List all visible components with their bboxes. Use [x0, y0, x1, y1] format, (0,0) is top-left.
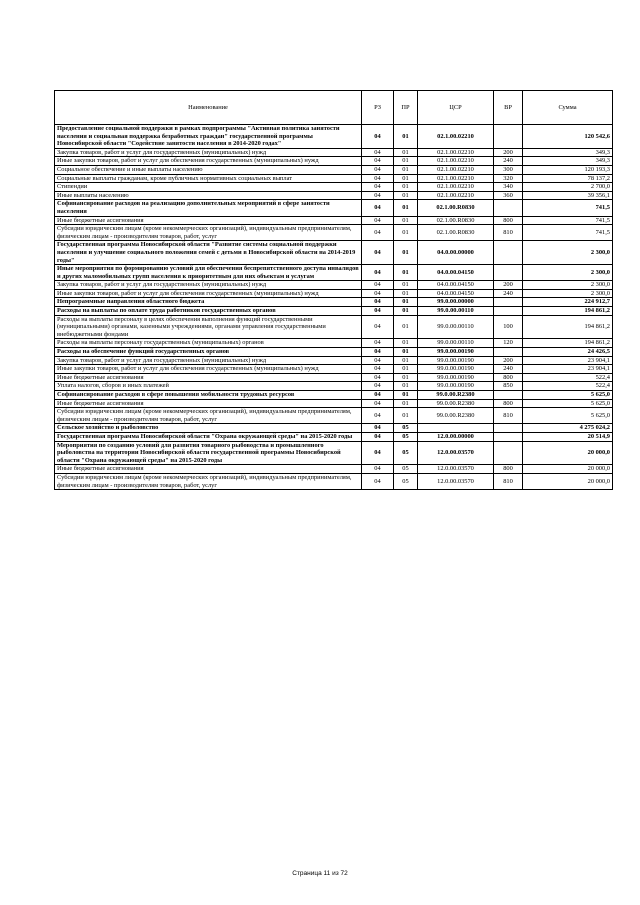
cell-sum: 2 300,0 [523, 265, 613, 281]
cell-vr: 200 [494, 148, 523, 157]
cell-csr: 99.0.00.00190 [418, 382, 494, 391]
table-row [55, 408, 613, 424]
cell-csr: 12.0.00.03570 [418, 465, 494, 474]
cell-sum: 194 861,2 [523, 339, 613, 348]
cell-csr: 04.0.00.04150 [418, 281, 494, 290]
cell-csr: 99.0.00.R2380 [418, 408, 494, 424]
cell-vr: 810 [494, 473, 523, 489]
cell-vr: 800 [494, 465, 523, 474]
table-row [55, 298, 613, 307]
cell-vr: 240 [494, 365, 523, 374]
cell-pr: 01 [394, 183, 418, 192]
cell-name: Расходы на выплаты по оплате труда работников государственных органов [55, 307, 362, 316]
cell-name: Предоставление социальной поддержки в рамках подпрограммы "Активная политика занятости населения и социальная поддержка безработных граждан" государственной программы Новосибирской области "Содействие занятости населения в 2014-2020 годах" [55, 125, 362, 149]
cell-name: Уплата налогов, сборов и иных платежей [55, 382, 362, 391]
cell-name: Мероприятия по созданию условий для развития товарного рыбоводства и промышленного рыболовства на территории Новосибирской области государственной программы Новосибирской области "Охрана окружающей среды" на 2015-2020 годы [55, 441, 362, 465]
cell-name: Субсидии юридическим лицам (кроме некоммерческих организаций), индивидуальным предпринимателям, физическим лицам - производителям товаров, работ, услуг [55, 473, 362, 489]
cell-name: Иные закупки товаров, работ и услуг для обеспечения государственных (муниципальных) нужд [55, 365, 362, 374]
cell-pr: 01 [394, 298, 418, 307]
cell-csr: 99.0.00.00190 [418, 356, 494, 365]
table-row [55, 356, 613, 365]
cell-sum: 39 356,1 [523, 191, 613, 200]
cell-name: Непрограммные направления областного бюджета [55, 298, 362, 307]
cell-csr: 99.0.00.00190 [418, 365, 494, 374]
cell-csr: 02.1.00.R0830 [418, 216, 494, 225]
cell-pr: 05 [394, 432, 418, 441]
table-row [55, 148, 613, 157]
cell-sum: 2 300,0 [523, 281, 613, 290]
cell-rz: 04 [362, 339, 394, 348]
table-row [55, 241, 613, 265]
cell-sum: 23 904,1 [523, 356, 613, 365]
cell-rz: 04 [362, 307, 394, 316]
cell-rz: 04 [362, 356, 394, 365]
cell-rz: 04 [362, 200, 394, 216]
cell-vr: 850 [494, 382, 523, 391]
budget-table [54, 90, 613, 490]
cell-pr: 01 [394, 148, 418, 157]
cell-vr [494, 424, 523, 433]
cell-pr: 05 [394, 441, 418, 465]
table-row [55, 432, 613, 441]
table-row [55, 441, 613, 465]
cell-name: Иные выплаты населению [55, 191, 362, 200]
cell-pr: 01 [394, 281, 418, 290]
cell-name: Государственная программа Новосибирской области "Развитие системы социальной поддержки населения и улучшение социального положения семей с детьми в Новосибирской области на 2014-2019 годы" [55, 241, 362, 265]
cell-sum: 224 912,7 [523, 298, 613, 307]
cell-sum: 522,4 [523, 373, 613, 382]
cell-rz: 04 [362, 373, 394, 382]
cell-csr: 02.1.00.02210 [418, 191, 494, 200]
cell-pr: 01 [394, 216, 418, 225]
cell-rz: 04 [362, 241, 394, 265]
table-row [55, 382, 613, 391]
cell-name: Социальные выплаты гражданам, кроме публичных нормативных социальных выплат [55, 174, 362, 183]
table-row [55, 225, 613, 241]
cell-sum: 4 275 024,2 [523, 424, 613, 433]
cell-rz: 04 [362, 183, 394, 192]
cell-vr: 300 [494, 165, 523, 174]
header-rz: РЗ [362, 91, 394, 125]
table-row [55, 183, 613, 192]
cell-csr: 02.1.00.02210 [418, 157, 494, 166]
cell-pr: 01 [394, 315, 418, 339]
cell-vr: 810 [494, 225, 523, 241]
cell-rz: 04 [362, 365, 394, 374]
cell-pr: 01 [394, 356, 418, 365]
table-row [55, 315, 613, 339]
cell-rz: 04 [362, 408, 394, 424]
cell-name: Государственная программа Новосибирской области "Охрана окружающей среды" на 2015-2020 годы [55, 432, 362, 441]
cell-vr [494, 391, 523, 400]
cell-name: Софинансирование расходов на реализацию дополнительных мероприятий в сфере занятости населения [55, 200, 362, 216]
header-vr: ВР [494, 91, 523, 125]
cell-rz: 04 [362, 157, 394, 166]
cell-sum: 522,4 [523, 382, 613, 391]
cell-rz: 04 [362, 174, 394, 183]
cell-name: Иные бюджетные ассигнования [55, 399, 362, 408]
cell-sum: 741,5 [523, 200, 613, 216]
cell-rz: 04 [362, 432, 394, 441]
cell-rz: 04 [362, 216, 394, 225]
cell-name: Закупка товаров, работ и услуг для государственных (муниципальных) нужд [55, 281, 362, 290]
cell-name: Иные закупки товаров, работ и услуг для обеспечения государственных (муниципальных) нужд [55, 157, 362, 166]
cell-vr: 320 [494, 174, 523, 183]
cell-pr: 01 [394, 191, 418, 200]
table-row [55, 165, 613, 174]
cell-vr: 240 [494, 157, 523, 166]
cell-pr: 01 [394, 225, 418, 241]
cell-vr: 800 [494, 373, 523, 382]
cell-sum: 349,3 [523, 148, 613, 157]
cell-vr: 810 [494, 408, 523, 424]
cell-rz: 04 [362, 424, 394, 433]
cell-csr: 99.0.00.00190 [418, 348, 494, 357]
cell-pr: 01 [394, 200, 418, 216]
cell-sum: 20 514,9 [523, 432, 613, 441]
cell-sum: 20 000,0 [523, 465, 613, 474]
cell-vr: 100 [494, 315, 523, 339]
table-row [55, 473, 613, 489]
cell-pr: 01 [394, 157, 418, 166]
table-row [55, 348, 613, 357]
cell-sum: 194 861,2 [523, 307, 613, 316]
cell-pr: 01 [394, 289, 418, 298]
cell-rz: 04 [362, 125, 394, 149]
header-csr: ЦСР [418, 91, 494, 125]
cell-name: Иные закупки товаров, работ и услуг для обеспечения государственных (муниципальных) нужд [55, 289, 362, 298]
cell-pr: 05 [394, 465, 418, 474]
cell-rz: 04 [362, 441, 394, 465]
cell-vr: 360 [494, 191, 523, 200]
cell-name: Расходы на выплаты персоналу в целях обеспечения выполнения функций государственными (муниципальными) органами, казенными учреждениями, органами управления государственными внебюджетными фондами [55, 315, 362, 339]
cell-sum: 5 625,0 [523, 391, 613, 400]
table-row [55, 289, 613, 298]
cell-name: Иные бюджетные ассигнования [55, 373, 362, 382]
cell-rz: 04 [362, 391, 394, 400]
cell-pr: 05 [394, 424, 418, 433]
cell-pr: 01 [394, 165, 418, 174]
table-row [55, 373, 613, 382]
cell-csr: 99.0.00.00110 [418, 339, 494, 348]
cell-csr: 12.0.00.03570 [418, 473, 494, 489]
cell-rz: 04 [362, 382, 394, 391]
cell-sum: 78 137,2 [523, 174, 613, 183]
cell-rz: 04 [362, 265, 394, 281]
cell-vr [494, 265, 523, 281]
cell-pr: 01 [394, 391, 418, 400]
cell-name: Иные мероприятия по формированию условий для обеспечения беспрепятственного доступа инвалидов и других маломобильных групп населения к приоритетным для них объектам и услугам [55, 265, 362, 281]
cell-sum: 741,5 [523, 225, 613, 241]
cell-csr: 99.0.00.00110 [418, 315, 494, 339]
cell-csr: 12.0.00.03570 [418, 441, 494, 465]
table-row [55, 216, 613, 225]
cell-csr: 02.1.00.02210 [418, 165, 494, 174]
table-row [55, 174, 613, 183]
cell-rz: 04 [362, 348, 394, 357]
cell-pr: 01 [394, 241, 418, 265]
table-body [55, 125, 613, 490]
cell-csr: 04.0.00.04150 [418, 265, 494, 281]
cell-name: Закупка товаров, работ и услуг для государственных (муниципальных) нужд [55, 356, 362, 365]
cell-rz: 04 [362, 399, 394, 408]
cell-sum: 20 000,0 [523, 441, 613, 465]
cell-rz: 04 [362, 165, 394, 174]
cell-vr [494, 307, 523, 316]
cell-name: Субсидии юридическим лицам (кроме некоммерческих организаций), индивидуальным предпринимателям, физическим лицам - производителям товаров, работ, услуг [55, 225, 362, 241]
cell-csr: 99.0.00.00000 [418, 298, 494, 307]
cell-rz: 04 [362, 281, 394, 290]
cell-name: Расходы на обеспечение функций государственных органов [55, 348, 362, 357]
cell-csr: 02.1.00.R0830 [418, 200, 494, 216]
cell-vr: 240 [494, 289, 523, 298]
cell-rz: 04 [362, 298, 394, 307]
cell-pr: 01 [394, 339, 418, 348]
cell-pr: 01 [394, 399, 418, 408]
cell-vr [494, 441, 523, 465]
cell-sum: 2 700,0 [523, 183, 613, 192]
table-row [55, 200, 613, 216]
cell-vr: 120 [494, 339, 523, 348]
cell-name: Софинансирование расходов в сфере повышения мобильности трудовых ресурсов [55, 391, 362, 400]
cell-pr: 01 [394, 265, 418, 281]
cell-csr: 12.0.00.00000 [418, 432, 494, 441]
cell-name: Закупка товаров, работ и услуг для государственных (муниципальных) нужд [55, 148, 362, 157]
cell-csr: 99.0.00.R2380 [418, 391, 494, 400]
cell-csr: 99.0.00.R2380 [418, 399, 494, 408]
page-number: Страница 11 из 72 [292, 870, 348, 877]
header-name: Наименование [55, 91, 362, 125]
table-row [55, 391, 613, 400]
cell-vr [494, 432, 523, 441]
cell-csr: 99.0.00.00190 [418, 373, 494, 382]
cell-csr: 02.1.00.02210 [418, 183, 494, 192]
cell-vr [494, 200, 523, 216]
table-header-row [55, 91, 613, 125]
cell-vr: 340 [494, 183, 523, 192]
table-row [55, 465, 613, 474]
cell-sum: 349,3 [523, 157, 613, 166]
cell-sum: 20 000,0 [523, 473, 613, 489]
cell-vr [494, 125, 523, 149]
table-row [55, 399, 613, 408]
cell-rz: 04 [362, 473, 394, 489]
cell-vr: 800 [494, 399, 523, 408]
cell-name: Сельское хозяйство и рыболовство [55, 424, 362, 433]
cell-sum: 741,5 [523, 216, 613, 225]
cell-rz: 04 [362, 191, 394, 200]
cell-pr: 01 [394, 307, 418, 316]
cell-vr: 200 [494, 281, 523, 290]
cell-pr: 05 [394, 473, 418, 489]
table-row [55, 157, 613, 166]
cell-name: Субсидии юридическим лицам (кроме некоммерческих организаций), индивидуальным предпринимателям, физическим лицам - производителям товаров, работ, услуг [55, 408, 362, 424]
header-sum: Сумма [523, 91, 613, 125]
cell-vr [494, 348, 523, 357]
table-row [55, 424, 613, 433]
cell-sum: 194 861,2 [523, 315, 613, 339]
header-pr: ПР [394, 91, 418, 125]
cell-csr: 02.1.00.02210 [418, 148, 494, 157]
cell-name: Иные бюджетные ассигнования [55, 216, 362, 225]
cell-pr: 01 [394, 125, 418, 149]
table-row [55, 125, 613, 149]
cell-sum: 2 300,0 [523, 289, 613, 298]
cell-rz: 04 [362, 465, 394, 474]
table-row [55, 265, 613, 281]
cell-sum: 24 426,5 [523, 348, 613, 357]
cell-vr: 200 [494, 356, 523, 365]
cell-rz: 04 [362, 148, 394, 157]
cell-pr: 01 [394, 365, 418, 374]
cell-csr: 99.0.00.00110 [418, 307, 494, 316]
cell-name: Иные бюджетные ассигнования [55, 465, 362, 474]
cell-pr: 01 [394, 408, 418, 424]
cell-sum: 5 625,0 [523, 408, 613, 424]
cell-vr: 800 [494, 216, 523, 225]
cell-pr: 01 [394, 373, 418, 382]
cell-sum: 5 625,0 [523, 399, 613, 408]
cell-name: Расходы на выплаты персоналу государственных (муниципальных) органов [55, 339, 362, 348]
cell-vr [494, 298, 523, 307]
table-row [55, 365, 613, 374]
cell-name: Стипендии [55, 183, 362, 192]
cell-csr: 02.1.00.R0830 [418, 225, 494, 241]
budget-table-container [54, 90, 612, 490]
cell-name: Социальное обеспечение и иные выплаты населению [55, 165, 362, 174]
cell-csr: 02.1.00.02210 [418, 174, 494, 183]
cell-rz: 04 [362, 225, 394, 241]
cell-rz: 04 [362, 289, 394, 298]
table-row [55, 191, 613, 200]
table-row [55, 339, 613, 348]
table-row [55, 281, 613, 290]
cell-pr: 01 [394, 174, 418, 183]
cell-rz: 04 [362, 315, 394, 339]
cell-sum: 23 904,1 [523, 365, 613, 374]
cell-vr [494, 241, 523, 265]
cell-pr: 01 [394, 348, 418, 357]
cell-csr: 04.0.00.04150 [418, 289, 494, 298]
cell-sum: 120 542,6 [523, 125, 613, 149]
cell-csr: 02.1.00.02210 [418, 125, 494, 149]
cell-pr: 01 [394, 382, 418, 391]
table-row [55, 307, 613, 316]
cell-sum: 2 300,0 [523, 241, 613, 265]
cell-csr [418, 424, 494, 433]
cell-sum: 120 193,3 [523, 165, 613, 174]
cell-csr: 04.0.00.00000 [418, 241, 494, 265]
